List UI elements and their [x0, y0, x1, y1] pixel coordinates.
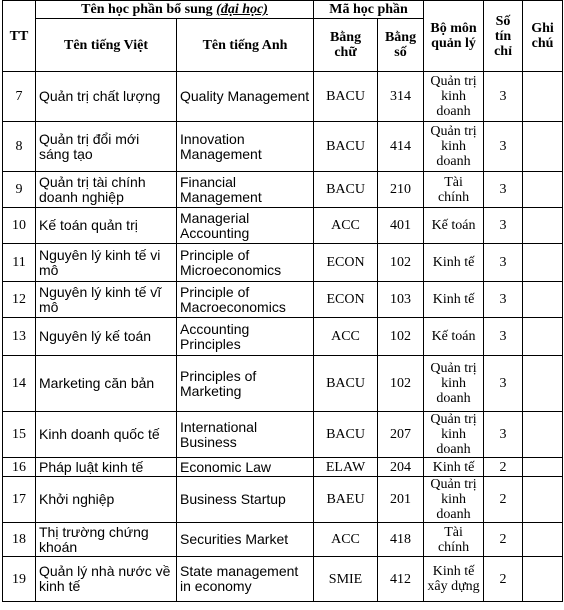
department-cell: Kinh tế: [424, 244, 484, 282]
header-tt: TT: [3, 1, 36, 72]
code-number-cell: 204: [378, 458, 424, 477]
code-letters-cell: BACU: [314, 172, 378, 208]
note-cell: [523, 72, 563, 122]
vietnamese-name-cell: Marketing căn bản: [36, 356, 177, 412]
credits-cell: 3: [484, 208, 523, 244]
english-name-cell: Principles of Marketing: [177, 356, 314, 412]
department-cell: Kinh tế: [424, 458, 484, 477]
english-name-cell: Innovation Management: [177, 122, 314, 172]
credits-cell: 3: [484, 172, 523, 208]
note-cell: [523, 244, 563, 282]
code-number-cell: 418: [378, 523, 424, 557]
header-by-numbers: Bằng số: [378, 19, 424, 72]
row-number: 18: [3, 523, 36, 557]
row-number: 9: [3, 172, 36, 208]
code-letters-cell: BACU: [314, 72, 378, 122]
header-supplementary: [36, 1, 314, 19]
code-letters-cell: ELAW: [314, 458, 378, 477]
table-row: [3, 72, 563, 122]
vietnamese-name-cell: Kinh doanh quốc tế: [36, 412, 177, 458]
table-row: [3, 356, 563, 412]
vietnamese-name-cell: Pháp luật kinh tế: [36, 458, 177, 477]
table-row: [3, 477, 563, 523]
credits-cell: 3: [484, 318, 523, 356]
english-name-cell: Financial Management: [177, 172, 314, 208]
row-number: 17: [3, 477, 36, 523]
vietnamese-name-cell: Nguyên lý kinh tế vi mô: [36, 244, 177, 282]
credits-cell: 3: [484, 244, 523, 282]
code-letters-cell: SMIE: [314, 557, 378, 602]
note-cell: [523, 458, 563, 477]
row-number: 19: [3, 557, 36, 602]
vietnamese-name-cell: Thị trường chứng khoán: [36, 523, 177, 557]
credits-cell: 2: [484, 477, 523, 523]
english-name-cell: International Business: [177, 412, 314, 458]
code-number-cell: 103: [378, 282, 424, 318]
code-number-cell: 210: [378, 172, 424, 208]
vietnamese-name-cell: Nguyên lý kinh tế vĩ mô: [36, 282, 177, 318]
code-letters-cell: ECON: [314, 282, 378, 318]
code-number-cell: 314: [378, 72, 424, 122]
note-cell: [523, 172, 563, 208]
header-supplementary-label: Tên học phần bổ sung: [81, 2, 213, 17]
note-cell: [523, 523, 563, 557]
english-name-cell: State management in economy: [177, 557, 314, 602]
code-number-cell: 207: [378, 412, 424, 458]
code-number-cell: 412: [378, 557, 424, 602]
row-number: 10: [3, 208, 36, 244]
course-table: [2, 0, 563, 602]
english-name-cell: Principle of Microeconomics: [177, 244, 314, 282]
code-letters-cell: BAEU: [314, 477, 378, 523]
vietnamese-name-cell: Quản trị đổi mới sáng tạo: [36, 122, 177, 172]
credits-cell: 2: [484, 523, 523, 557]
english-name-cell: Economic Law: [177, 458, 314, 477]
code-number-cell: 201: [378, 477, 424, 523]
credits-cell: 3: [484, 412, 523, 458]
header-vietnamese-name: Tên tiếng Việt: [36, 19, 177, 72]
code-letters-cell: ACC: [314, 318, 378, 356]
department-cell: Quản trị kinh doanh: [424, 72, 484, 122]
english-name-cell: Securities Market: [177, 523, 314, 557]
row-number: 14: [3, 356, 36, 412]
table-body: [3, 72, 563, 602]
department-cell: Kinh tế xây dựng: [424, 557, 484, 602]
header-credits: Số tín chỉ: [484, 1, 523, 72]
note-cell: [523, 412, 563, 458]
row-number: 11: [3, 244, 36, 282]
note-cell: [523, 557, 563, 602]
department-cell: Kế toán: [424, 208, 484, 244]
english-name-cell: Quality Management: [177, 72, 314, 122]
note-cell: [523, 122, 563, 172]
header-by-letters: Bằng chữ: [314, 19, 378, 72]
table-row: [3, 208, 563, 244]
code-letters-cell: BACU: [314, 412, 378, 458]
vietnamese-name-cell: Nguyên lý kế toán: [36, 318, 177, 356]
row-number: 12: [3, 282, 36, 318]
department-cell: Kế toán: [424, 318, 484, 356]
table-row: [3, 318, 563, 356]
code-number-cell: 102: [378, 356, 424, 412]
header-supplementary-sub: (đại học): [216, 2, 268, 17]
code-letters-cell: ACC: [314, 523, 378, 557]
department-cell: Quản trị kinh doanh: [424, 412, 484, 458]
code-letters-cell: ACC: [314, 208, 378, 244]
department-cell: Kinh tế: [424, 282, 484, 318]
table-header: [3, 1, 563, 72]
note-cell: [523, 208, 563, 244]
note-cell: [523, 282, 563, 318]
row-number: 8: [3, 122, 36, 172]
row-number: 16: [3, 458, 36, 477]
english-name-cell: Accounting Principles: [177, 318, 314, 356]
table-row: [3, 172, 563, 208]
note-cell: [523, 356, 563, 412]
vietnamese-name-cell: Kế toán quản trị: [36, 208, 177, 244]
note-cell: [523, 318, 563, 356]
credits-cell: 3: [484, 282, 523, 318]
table-row: [3, 122, 563, 172]
credits-cell: 3: [484, 122, 523, 172]
table-row: [3, 458, 563, 477]
code-number-cell: 102: [378, 318, 424, 356]
code-number-cell: 102: [378, 244, 424, 282]
code-letters-cell: BACU: [314, 122, 378, 172]
department-cell: Quản trị kinh doanh: [424, 122, 484, 172]
vietnamese-name-cell: Quản trị tài chính doanh nghiệp: [36, 172, 177, 208]
note-cell: [523, 477, 563, 523]
header-notes: Ghi chú: [523, 1, 563, 72]
department-cell: Tài chính: [424, 172, 484, 208]
credits-cell: 3: [484, 356, 523, 412]
credits-cell: 2: [484, 458, 523, 477]
header-course-code: Mã học phần: [314, 1, 424, 19]
english-name-cell: Managerial Accounting: [177, 208, 314, 244]
credits-cell: 3: [484, 72, 523, 122]
department-cell: Quản trị kinh doanh: [424, 356, 484, 412]
table-row: [3, 412, 563, 458]
row-number: 15: [3, 412, 36, 458]
department-cell: Quản trị kinh doanh: [424, 477, 484, 523]
header-department: Bộ môn quản lý: [424, 1, 484, 72]
table-row: [3, 282, 563, 318]
vietnamese-name-cell: Quản trị chất lượng: [36, 72, 177, 122]
row-number: 13: [3, 318, 36, 356]
vietnamese-name-cell: Quản lý nhà nước về kinh tế: [36, 557, 177, 602]
credits-cell: 2: [484, 557, 523, 602]
code-number-cell: 414: [378, 122, 424, 172]
english-name-cell: Principle of Macroeconomics: [177, 282, 314, 318]
code-letters-cell: BACU: [314, 356, 378, 412]
table-row: [3, 523, 563, 557]
english-name-cell: Business Startup: [177, 477, 314, 523]
code-number-cell: 401: [378, 208, 424, 244]
code-letters-cell: ECON: [314, 244, 378, 282]
vietnamese-name-cell: Khởi nghiệp: [36, 477, 177, 523]
row-number: 7: [3, 72, 36, 122]
table-row: [3, 244, 563, 282]
department-cell: Tài chính: [424, 523, 484, 557]
header-english-name: Tên tiếng Anh: [177, 19, 314, 72]
table-row: [3, 557, 563, 602]
